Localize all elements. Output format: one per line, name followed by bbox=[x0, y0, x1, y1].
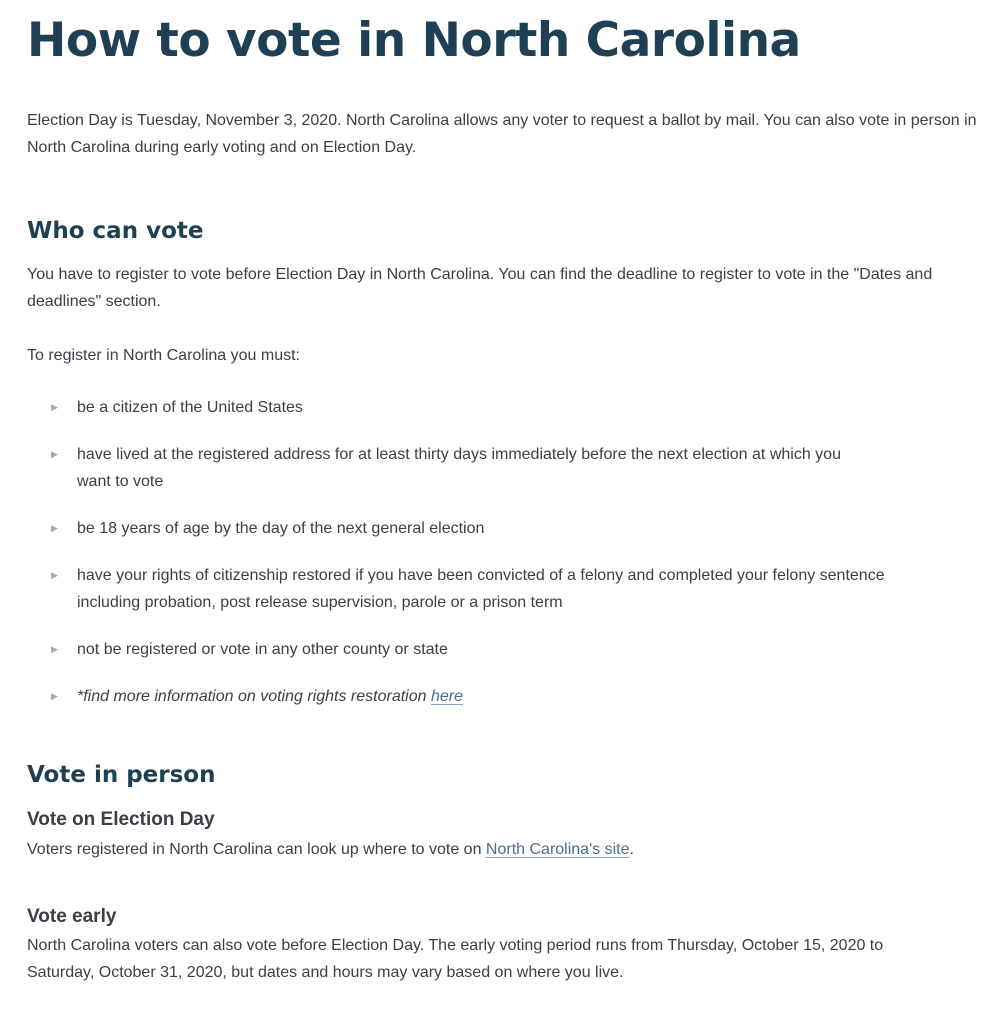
bullet-arrow-icon: ▶ bbox=[51, 449, 58, 459]
election-day-text-after: . bbox=[629, 841, 634, 858]
bullet-arrow-icon: ▶ bbox=[51, 570, 58, 580]
vote-early-text: North Carolina voters can also vote before Election Day. The early voting period runs from Thursday, October 15, 2020 to Saturday, October 31, 2020, but dates and hours may vary based on where you live. bbox=[27, 937, 884, 981]
list-item bbox=[27, 394, 927, 421]
vote-in-person-heading: Vote in person bbox=[27, 762, 216, 788]
requirement-text: have lived at the registered address for at least thirty days immediately before the next election at which you want to vote bbox=[77, 446, 841, 490]
north-carolina-site-link[interactable]: North Carolina's site bbox=[485, 841, 630, 858]
who-can-vote-heading: Who can vote bbox=[27, 218, 204, 244]
list-item bbox=[27, 562, 927, 616]
requirement-text: be 18 years of age by the day of the next general election bbox=[77, 520, 485, 537]
list-item bbox=[27, 636, 927, 663]
bullet-arrow-icon: ▶ bbox=[51, 523, 58, 533]
requirement-text: have your rights of citizenship restored if you have been convicted of a felony and completed your felony sentence including probation, post release supervision, parole or a prison term bbox=[77, 567, 885, 611]
election-day-text-before: Voters registered in North Carolina can look up where to vote on bbox=[27, 841, 486, 858]
requirement-text: be a citizen of the United States bbox=[77, 399, 303, 416]
election-day-text bbox=[27, 836, 982, 863]
bullet-arrow-icon: ▶ bbox=[51, 402, 58, 412]
page-title: How to vote in North Carolina bbox=[27, 13, 801, 68]
list-item bbox=[27, 683, 927, 710]
bullet-arrow-icon: ▶ bbox=[51, 691, 58, 701]
requirements-list bbox=[27, 394, 927, 730]
bullet-arrow-icon: ▶ bbox=[51, 644, 58, 654]
restoration-here-link[interactable]: here bbox=[430, 688, 463, 705]
restoration-note: *find more information on voting rights restoration bbox=[77, 688, 431, 705]
list-item bbox=[27, 515, 927, 542]
intro-paragraph: Election Day is Tuesday, November 3, 2020. North Carolina allows any voter to request a ballot by mail. You can also vote in person in North Carolina during early voting and on Election Day. bbox=[27, 112, 977, 156]
list-item bbox=[27, 441, 927, 495]
requirement-text: not be registered or vote in any other county or state bbox=[77, 641, 448, 658]
vote-early-heading: Vote early bbox=[27, 906, 117, 927]
requirements-intro: To register in North Carolina you must: bbox=[27, 347, 300, 364]
vote-on-election-day-heading: Vote on Election Day bbox=[27, 809, 215, 830]
who-can-vote-text: You have to register to vote before Election Day in North Carolina. You can find the deadline to register to vote in the "Dates and deadlines" section. bbox=[27, 266, 933, 310]
